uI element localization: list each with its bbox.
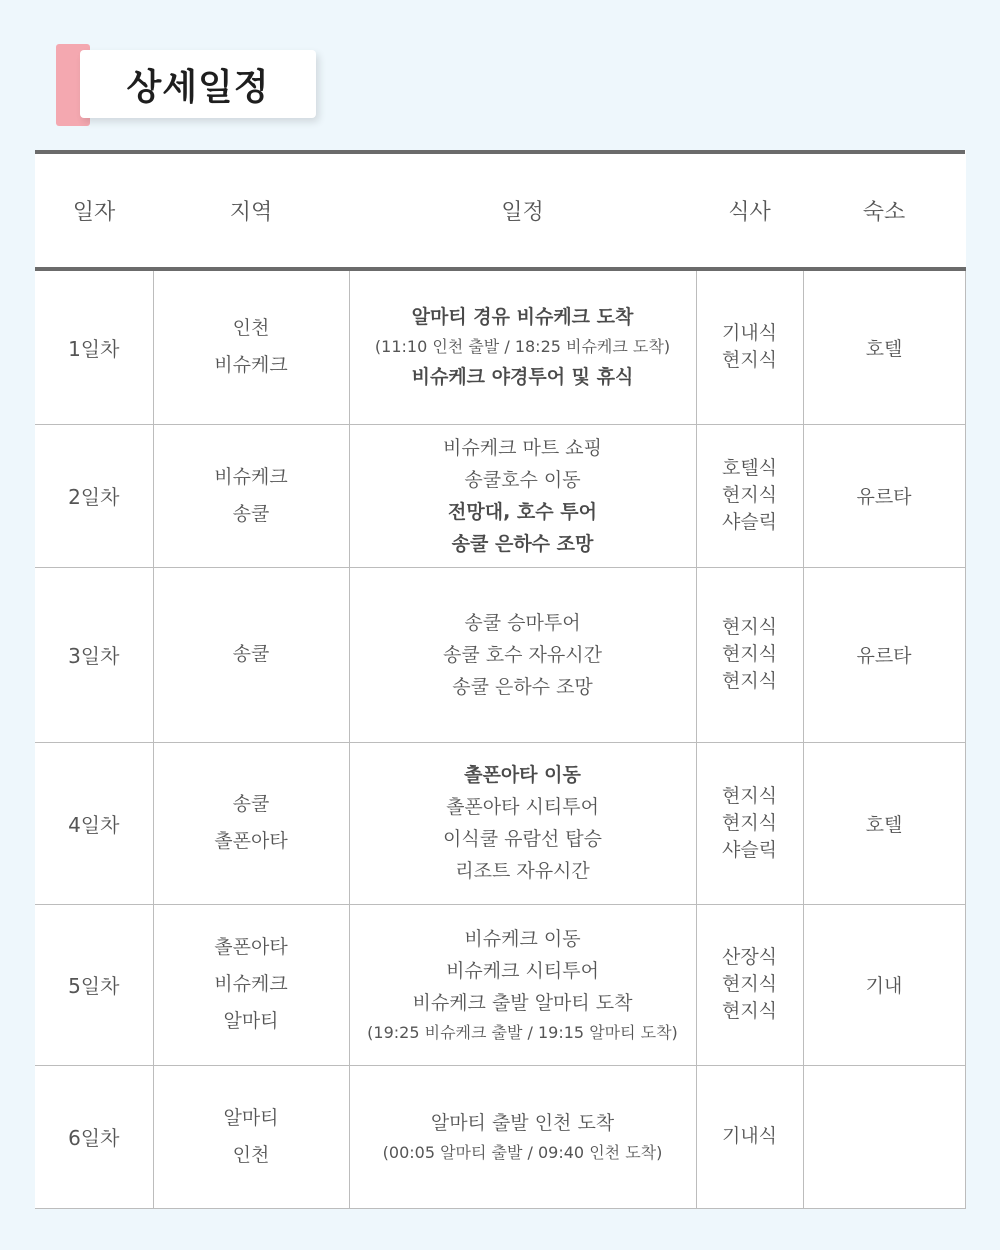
schedule-line: 촐폰아타 이동	[464, 764, 581, 786]
schedule-body	[35, 269, 965, 1208]
schedule-cell	[349, 1065, 696, 1208]
schedule-line: 비슈케크 야경투어 및 휴식	[411, 366, 634, 389]
lodging-cell: 호텔	[803, 269, 965, 424]
meal-line: 기내식	[721, 322, 778, 345]
meal-cell	[696, 904, 803, 1065]
meal-line: 호텔식	[721, 457, 778, 479]
header-day: 일자	[35, 152, 153, 269]
schedule-line: 비슈케크 시티투어	[446, 959, 599, 982]
lodging-cell	[803, 1065, 965, 1208]
schedule-line: 전망대, 호수 투어	[448, 500, 597, 523]
meal-line: 샤슬릭	[721, 511, 778, 533]
lodging-cell: 기내	[803, 904, 965, 1065]
header-schedule: 일정	[349, 152, 696, 269]
table-row	[35, 567, 965, 742]
region-cell	[153, 742, 349, 904]
schedule-cell	[349, 424, 696, 567]
region-line: 송쿨	[232, 643, 270, 665]
schedule-line: 비슈케크 출발 알마티 도착	[412, 991, 633, 1014]
schedule-line: 알마티 경유 비슈케크 도착	[411, 306, 634, 329]
title-label	[56, 44, 318, 126]
region-cell	[153, 424, 349, 567]
day-cell: 1일차	[35, 269, 153, 424]
meal-cell	[696, 424, 803, 567]
schedule-line: 비슈케크 마트 쇼핑	[443, 436, 602, 459]
table-row	[35, 742, 965, 904]
region-line: 알마티	[223, 1106, 279, 1129]
meal-line: 현지식	[721, 349, 778, 372]
schedule-line: (00:05 알마티 출발 / 09:40 인천 도착)	[382, 1142, 663, 1162]
region-line: 비슈케크	[214, 973, 288, 995]
meal-line: 기내식	[721, 1125, 778, 1147]
meal-cell	[696, 1065, 803, 1208]
schedule-line: 알마티 출발 인천 도착	[430, 1111, 615, 1134]
table-row	[35, 904, 965, 1065]
schedule-line: 송쿨 은하수 조망	[452, 675, 593, 698]
meal-line: 샤슬릭	[721, 838, 778, 861]
schedule-line: 송쿨 승마투어	[464, 611, 581, 634]
region-line: 촐폰아타	[214, 830, 288, 852]
schedule-cell	[349, 567, 696, 742]
day-cell: 2일차	[35, 424, 153, 567]
schedule-table	[35, 150, 966, 1209]
meal-line: 현지식	[721, 784, 778, 807]
day-cell: 6일차	[35, 1065, 153, 1208]
schedule-line: 송쿨호수 이동	[464, 468, 581, 491]
meal-cell	[696, 742, 803, 904]
schedule-cell	[349, 904, 696, 1065]
region-line: 비슈케크	[214, 354, 288, 377]
table-row	[35, 424, 965, 567]
meal-cell	[696, 567, 803, 742]
title-card	[80, 50, 316, 118]
page-title: 상세일정	[126, 66, 270, 108]
schedule-line: (11:10 인천 출발 / 18:25 비슈케크 도착)	[374, 337, 671, 357]
schedule-line: 리조트 자유시간	[455, 860, 590, 882]
meal-line: 현지식	[721, 1000, 778, 1022]
schedule-line: 이식쿨 유람선 탑승	[443, 828, 602, 850]
meal-line: 산장식	[721, 946, 778, 968]
day-cell: 5일차	[35, 904, 153, 1065]
meal-line: 현지식	[721, 811, 778, 834]
lodging-cell: 호텔	[803, 742, 965, 904]
region-cell	[153, 904, 349, 1065]
header-row	[35, 152, 965, 269]
region-cell	[153, 567, 349, 742]
header-lodging: 숙소	[803, 152, 965, 269]
header-meal: 식사	[696, 152, 803, 269]
region-line: 촐폰아타	[214, 936, 288, 958]
table-row	[35, 269, 965, 424]
meal-cell	[696, 269, 803, 424]
schedule-line: 비슈케크 이동	[464, 927, 581, 950]
schedule-cell	[349, 269, 696, 424]
region-cell	[153, 1065, 349, 1208]
region-line: 비슈케크	[214, 465, 288, 488]
region-line: 알마티	[223, 1010, 279, 1032]
region-line: 인천	[232, 317, 270, 340]
schedule-table-wrap	[35, 150, 965, 1209]
day-cell: 4일차	[35, 742, 153, 904]
table-row	[35, 1065, 965, 1208]
meal-line: 현지식	[721, 670, 778, 692]
day-cell: 3일차	[35, 567, 153, 742]
region-line: 인천	[232, 1143, 270, 1166]
schedule-line: (19:25 비슈케크 출발 / 19:15 알마티 도착)	[367, 1022, 678, 1042]
lodging-cell: 유르타	[803, 424, 965, 567]
schedule-line: 송쿨 호수 자유시간	[443, 643, 602, 666]
meal-line: 현지식	[721, 973, 778, 995]
schedule-line: 촐폰아타 시티투어	[446, 796, 599, 818]
lodging-cell: 유르타	[803, 567, 965, 742]
header-region: 지역	[153, 152, 349, 269]
meal-line: 현지식	[721, 616, 778, 638]
region-cell	[153, 269, 349, 424]
schedule-line: 송쿨 은하수 조망	[451, 532, 594, 555]
region-line: 송쿨	[232, 793, 270, 815]
region-line: 송쿨	[232, 502, 270, 525]
meal-line: 현지식	[721, 484, 778, 506]
schedule-cell	[349, 742, 696, 904]
meal-line: 현지식	[721, 643, 778, 665]
